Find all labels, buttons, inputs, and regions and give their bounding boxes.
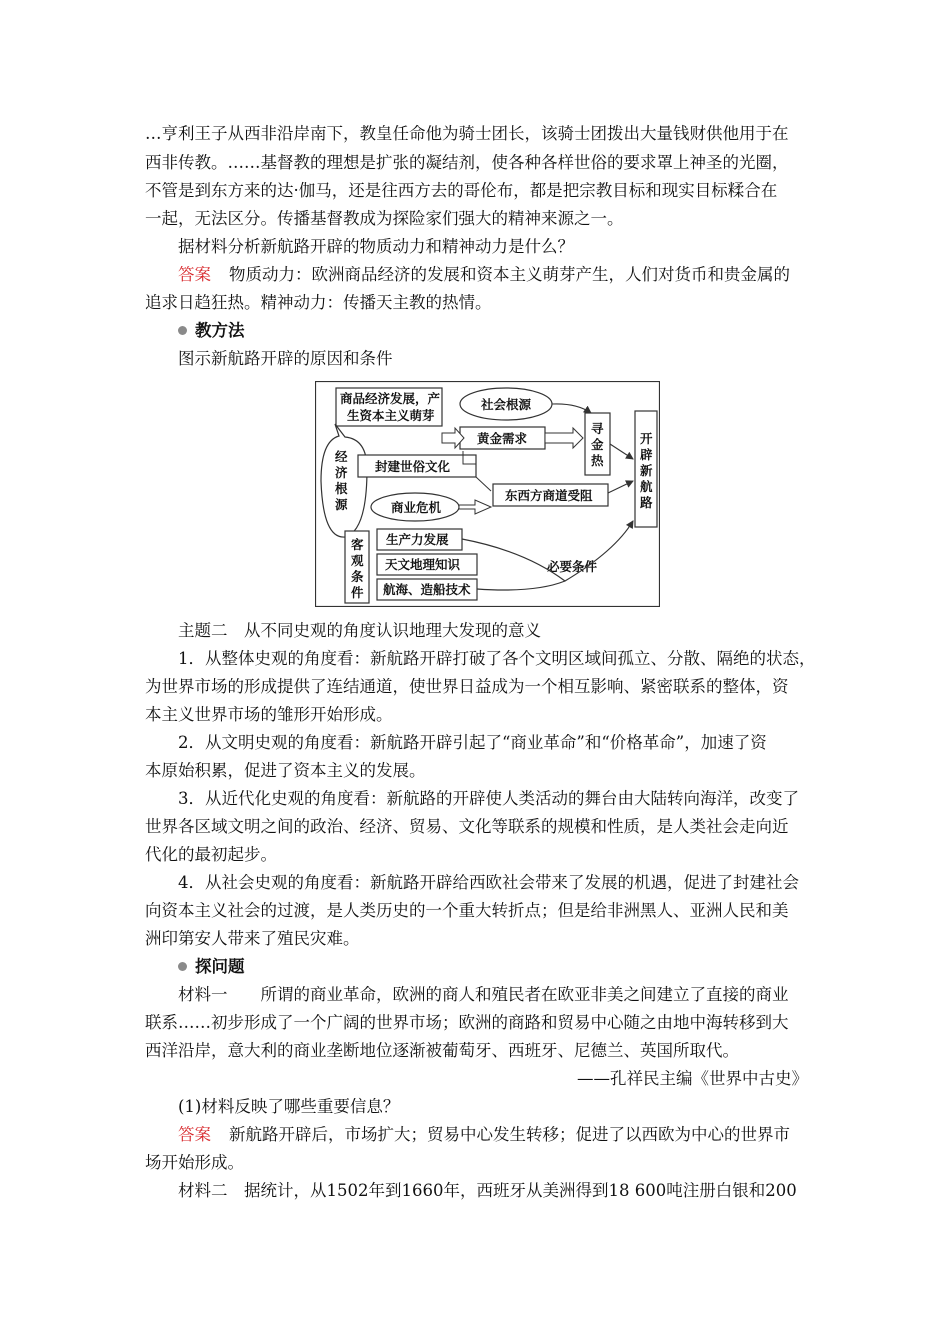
label-necessary-conditions: 必要条件 <box>547 559 598 574</box>
bubble-char: 经 <box>335 449 348 464</box>
box-gold-fever-char: 热 <box>591 453 604 468</box>
question-text: (1)材料反映了哪些重要信息？ <box>178 1097 400 1116</box>
paragraph-line: 1．从整体史观的角度看：新航路开辟打破了各个文明区域间孤立、分散、隔绝的状态， <box>178 649 816 668</box>
box-astronomy-geography-label: 天文地理知识 <box>385 557 461 572</box>
material-line: 材料二 据统计，从1502年到1660年，西班牙从美洲得到18 600吨注册白银和200 <box>178 1181 797 1200</box>
bubble-char: 源 <box>335 497 348 512</box>
box-objective-char: 条 <box>351 569 364 584</box>
section-heading <box>178 320 245 342</box>
box-open-char: 航 <box>640 479 653 494</box>
paragraph-line: 向资本主义社会的过渡，是人类历史的一个重大转折点；但是给非洲黑人、亚洲人民和美 <box>145 901 789 920</box>
answer-line <box>178 264 790 286</box>
answer-line: 追求日趋狂热。精神动力：传播天主教的热情。 <box>145 293 492 312</box>
paragraph-line: 2．从文明史观的角度看：新航路开辟引起了“商业革命”和“价格革命”，加速了资 <box>178 733 767 752</box>
answer-text: 物质动力：欧洲商品经济的发展和资本主义萌芽产生，人们对货币和贵金属的 <box>229 265 790 284</box>
bubble-char: 济 <box>335 465 348 480</box>
causes-diagram <box>315 381 660 607</box>
bubble-char: 根 <box>335 481 348 496</box>
topic-heading: 主题二 从不同史观的角度认识地理大发现的意义 <box>178 621 541 640</box>
material-source: ——孔祥民主编《世界中古史》 <box>577 1069 808 1088</box>
bullet-icon <box>178 326 187 335</box>
box-feudal-culture-label: 封建世俗文化 <box>375 459 451 474</box>
paragraph-line: 一起，无法区分。传播基督教成为探险家们强大的精神来源之一。 <box>145 209 624 228</box>
box-commodity-economy-label: 商品经济发展，产 <box>340 391 441 406</box>
paragraph-line: 3．从近代化史观的角度看：新航路的开辟使人类活动的舞台由大陆转向海洋，改变了 <box>178 789 799 808</box>
box-navigation-shipbuilding-label: 航海、造船技术 <box>383 582 471 597</box>
box-gold-fever-char: 金 <box>591 437 604 452</box>
box-open-char: 开 <box>640 431 653 446</box>
material-line: 联系……初步形成了一个广阔的世界市场；欧洲的商路和贸易中心随之由地中海转移到大 <box>145 1013 789 1032</box>
box-gold-fever-char: 寻 <box>591 421 604 436</box>
section-heading <box>178 956 245 978</box>
box-commodity-economy-label: 生资本主义萌芽 <box>347 408 435 423</box>
answer-text: 新航路开辟后，市场扩大；贸易中心发生转移；促进了以西欧为中心的世界市 <box>229 1125 790 1144</box>
paragraph-line: 世界各区域文明之间的政治、经济、贸易、文化等联系的规模和性质，是人类社会走向近 <box>145 817 789 836</box>
paragraph-line: 本主义世界市场的雏形开始形成。 <box>145 705 393 724</box>
box-open-char: 新 <box>640 463 653 478</box>
paragraph-line: …亨利王子从西非沿岸南下，教皇任命他为骑士团长，该骑士团拨出大量钱财供他用于在 <box>145 124 789 143</box>
box-objective-char: 客 <box>351 537 364 552</box>
box-open-char: 辟 <box>640 447 653 462</box>
answer-label: 答案 <box>178 1125 211 1144</box>
material-line: 材料一 所谓的商业革命，欧洲的商人和殖民者在欧亚非美之间建立了直接的商业 <box>178 985 789 1004</box>
paragraph-line: 西非传教。……基督教的理想是扩张的凝结剂，使各种各样世俗的要求罩上神圣的光圈， <box>145 153 789 172</box>
box-productivity-label: 生产力发展 <box>386 532 449 547</box>
box-gold-demand-label: 黄金需求 <box>477 431 528 446</box>
answer-line: 场开始形成。 <box>145 1153 244 1172</box>
answer-line <box>178 1124 790 1146</box>
box-open-char: 路 <box>640 495 653 510</box>
section-heading-text: 教方法 <box>195 321 245 340</box>
box-objective-char: 件 <box>351 585 364 600</box>
paragraph-line: 4．从社会史观的角度看：新航路开辟给西欧社会带来了发展的机遇，促进了封建社会 <box>178 873 799 892</box>
question-text: 据材料分析新航路开辟的物质动力和精神动力是什么？ <box>178 237 574 256</box>
answer-label: 答案 <box>178 265 211 284</box>
paragraph-line: 本原始积累，促进了资本主义的发展。 <box>145 761 426 780</box>
paragraph-line: 不管是到东方来的达·伽马，还是往西方去的哥伦布，都是把宗教目标和现实目标糅合在 <box>145 181 778 200</box>
material-line: 西洋沿岸，意大利的商业垄断地位逐渐被葡萄牙、西班牙、尼德兰、英国所取代。 <box>145 1041 739 1060</box>
box-trade-route-blocked-label: 东西方商道受阻 <box>505 488 593 503</box>
box-objective-char: 观 <box>351 553 364 568</box>
oval-social-root-label: 社会根源 <box>481 397 532 412</box>
section-heading-text: 探问题 <box>195 957 245 976</box>
paragraph-line: 为世界市场的形成提供了连结通道，使世界日益成为一个相互影响、紧密联系的整体，资 <box>145 677 789 696</box>
paragraph-line: 代化的最初起步。 <box>145 845 277 864</box>
bullet-icon <box>178 962 187 971</box>
oval-business-crisis-label: 商业危机 <box>391 500 442 515</box>
diagram-caption: 图示新航路开辟的原因和条件 <box>178 349 393 368</box>
paragraph-line: 洲印第安人带来了殖民灾难。 <box>145 929 360 948</box>
